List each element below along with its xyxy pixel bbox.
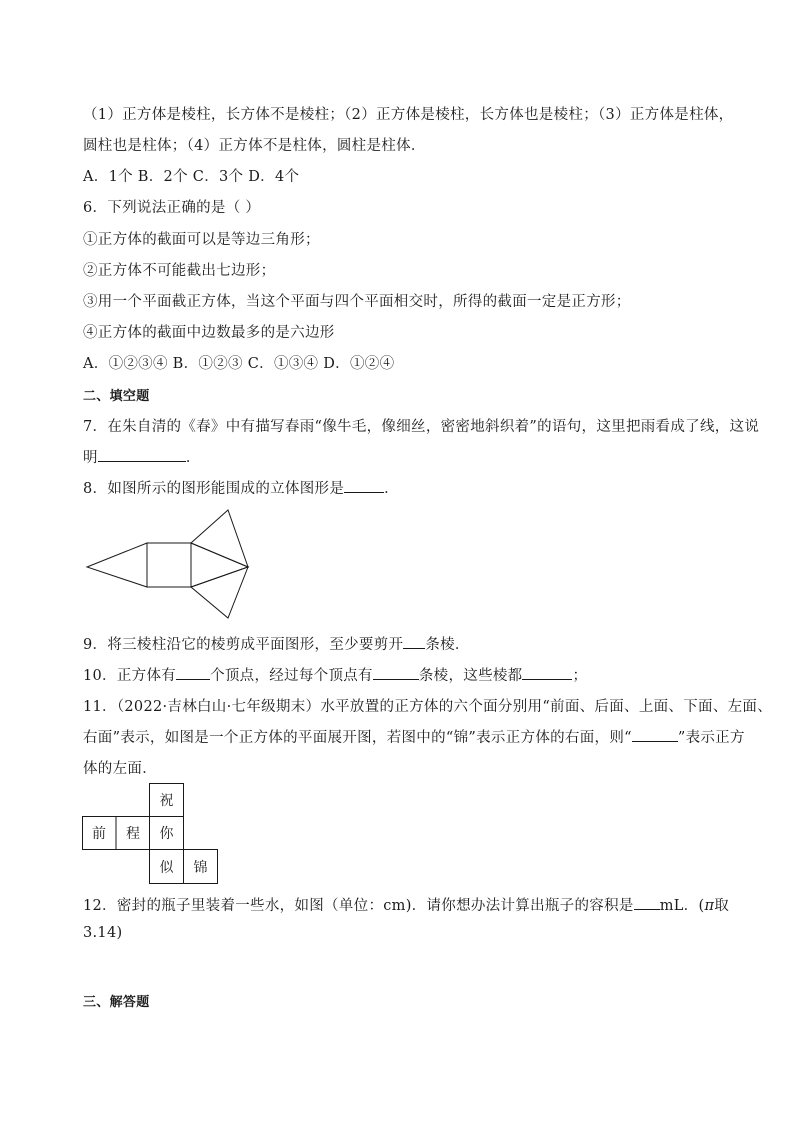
q12-line2: 3.14) bbox=[83, 925, 123, 941]
q6-statement-3: ③用一个平面截正方体，当这个平面与四个平面相交时，所得的截面一定是正方形； bbox=[83, 294, 631, 310]
q7-text-b: ． bbox=[185, 450, 201, 466]
q11-answer-blank[interactable] bbox=[632, 727, 678, 742]
q7-line2 bbox=[83, 446, 201, 467]
q5-options: A．1个 B．2个 C．3个 D．4个 bbox=[83, 169, 300, 185]
net-label-zhu: 祝 bbox=[159, 793, 174, 809]
q7-line1: 7．在朱自清的《春》中有描写春雨“像牛毛，像细丝，密密地斜织着”的语句，这里把雨看成了线，这说 bbox=[83, 419, 760, 435]
q8-prism-net-figure bbox=[80, 505, 255, 625]
q10-text-d: ； bbox=[572, 668, 588, 684]
q5-line1: （1）正方体是棱柱，长方体不是棱柱；（2）正方体是棱柱，长方体也是棱柱；（3）正方体是柱体， bbox=[83, 107, 734, 123]
q6-statement-1: ①正方体的截面可以是等边三角形； bbox=[83, 232, 320, 248]
q12-text-a: 12．密封的瓶子里装着一些水，如图（单位：cm)．请你想办法计算出瓶子的容积是 bbox=[83, 898, 634, 914]
q9-text-b: 条棱． bbox=[425, 637, 470, 653]
q12-text-b: mL．( bbox=[659, 898, 705, 914]
q10-text-a: 10．正方体有 bbox=[83, 668, 177, 684]
section-heading-solve: 三、解答题 bbox=[83, 995, 150, 1010]
q6-options: A．①②③④ B．①②③ C．①③④ D．①②④ bbox=[83, 356, 395, 372]
section-heading-fill-blank: 二、填空题 bbox=[83, 389, 150, 404]
q5-line2: 圆柱也是柱体；（4）正方体不是柱体，圆柱是柱体． bbox=[83, 138, 426, 154]
q10-blank-1[interactable] bbox=[176, 665, 210, 680]
q7-answer-blank[interactable] bbox=[98, 447, 186, 462]
q10-line bbox=[83, 664, 587, 685]
q11-cube-net-figure bbox=[82, 783, 220, 885]
q11-line2 bbox=[83, 726, 745, 747]
net-top-triangle bbox=[191, 510, 248, 567]
q12-pi-symbol: π bbox=[704, 898, 715, 914]
net-label-cheng: 程 bbox=[126, 826, 140, 842]
q11-line3: 体的左面． bbox=[83, 761, 157, 777]
net-label-qian: 前 bbox=[92, 826, 106, 842]
q10-blank-3[interactable] bbox=[522, 665, 572, 680]
q6-statement-4: ④正方体的截面中边数最多的是六边形 bbox=[83, 325, 335, 341]
q8-answer-blank[interactable] bbox=[344, 478, 384, 493]
q11-text-b: ”表示正方 bbox=[677, 730, 745, 746]
q12-line1 bbox=[83, 894, 729, 915]
q8-text-a: 8．如图所示的图形能围成的立体图形是 bbox=[83, 481, 345, 497]
net-right-triangle bbox=[191, 543, 248, 587]
net-bottom-triangle bbox=[191, 567, 248, 618]
q6-statement-2: ②正方体不可能截出七边形； bbox=[83, 263, 276, 279]
q11-text-a: 右面”表示，如图是一个正方体的平面展开图，若图中的“锦”表示正方体的右面，则“ bbox=[83, 730, 632, 746]
q11-line1: 11．（2022·吉林白山·七年级期末）水平放置的正方体的六个面分别用“前面、后面、上面、下面、左面、 bbox=[83, 699, 773, 715]
q8-text-b: ． bbox=[384, 481, 399, 497]
q6-stem: 6．下列说法正确的是（ ） bbox=[83, 200, 261, 216]
net-label-ni: 你 bbox=[159, 826, 174, 842]
net-middle-square bbox=[147, 543, 191, 587]
q10-blank-2[interactable] bbox=[373, 665, 419, 680]
net-label-jin: 锦 bbox=[193, 860, 208, 876]
q10-text-b: 个顶点，经过每个顶点有 bbox=[210, 668, 373, 684]
q9-answer-blank[interactable] bbox=[403, 634, 425, 649]
q10-text-c: 条棱，这些棱都 bbox=[418, 668, 523, 684]
q12-text-c: 取 bbox=[714, 898, 730, 914]
net-left-triangle bbox=[87, 543, 147, 587]
q7-text-a: 明 bbox=[83, 450, 98, 466]
q12-answer-blank[interactable] bbox=[634, 895, 660, 910]
net-label-si: 似 bbox=[159, 860, 174, 876]
q9-line bbox=[83, 633, 470, 654]
q8-line bbox=[83, 477, 399, 498]
q9-text-a: 9．将三棱柱沿它的棱剪成平面图形，至少要剪开 bbox=[83, 637, 404, 653]
